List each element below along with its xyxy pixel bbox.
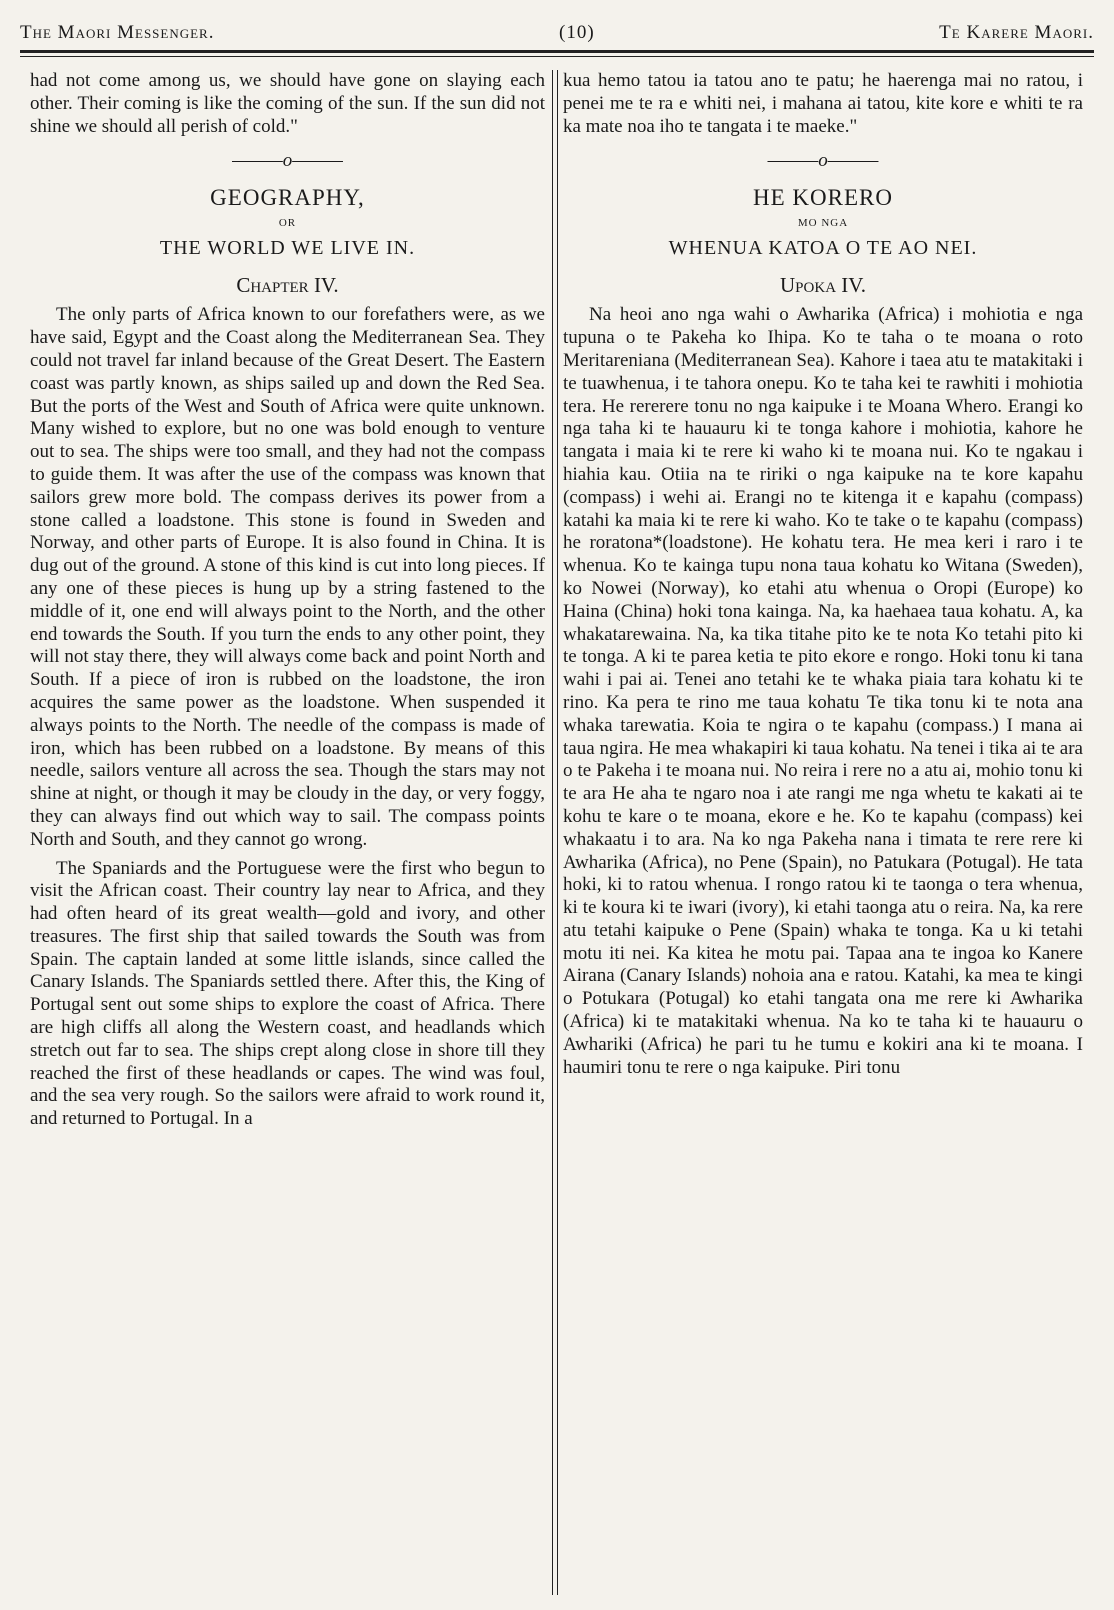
english-separator: ———o———	[232, 150, 343, 172]
maori-article-title: HE KORERO	[753, 185, 893, 211]
english-title-or: OR	[278, 216, 297, 229]
english-article-title: GEOGRAPHY,	[210, 185, 365, 211]
english-article-subtitle: THE WORLD WE LIVE IN.	[159, 236, 416, 259]
english-chapter-heading: Chapter IV.	[236, 272, 339, 297]
header-maori-title: Te Karere Maori.	[939, 22, 1094, 43]
maori-paragraph-1: Na heoi ano nga wahi o Awharika (Africa) i mohiotia e nga tupuna o te Pakeha ko Ihipa. Ko te taha o te moana o roto Meritareniana (Mediterranean Sea). Kahore i taea atu te matakitaki i te tuawhenua, i te tahora onepu. Ko te taha kei te rawhiti i mohiotia tera. He rererere tonu no nga kaipuke i te Moana Whero. Erangi ko nga taha ki te hauauru ki te tonga kahore i mohiotia, kahore he tangata i maia ki te rere ki waho ki te moana nui. Ko te ngakau i hiahia kau. Otiia na te ririki o nga kaipuke na te kore kapahu (compass) i wehi ai. Erangi no te kitenga it e kapahu (compass) katahi ka maia ki te rere ki waho. Ko te take o te kapahu (compass) he roratona*(loadstone). He kohatu tera. He mea keri i raro i te whenua. Ko te kainga tupu nona taua kohatu ko Witana (Sweden), ko Nowei (Norway), ko etahi atu whenua o Oropi (Europe) ko Haina (China) hoki tona kainga. Na, ka haehaea taua kohatu. A, ka whakatarewaina. Na, ka tika titahe pito ke te nota Ko tetahi pito ki te tonga. A ki te parea ketia te pito ekore e rongo. Hoki tonu ki tana wahi i pai ai. Tenei ano tetahi ke te whaka piaia tara kohatu ki te rino. Ka pera te rino me taua kohatu Te tika tonu ki te nota ana whaka tarewatia. Koia te ngira o te kapahu (compass.) I mana ai taua ngira. He mea whakapiri ki taua kohatu. Na tenei i tika ai te ara o te Pakeha i te moana nui. No reira i rere no a atu ai, mohio tonu ki te ara He aha te ngaro noa i ate rangi me nga whetu te kakati ai te kohu te kare o te moana, ekore e he. Ko te kapahu (compass) kei whakaatu i to ara. Na ko nga Pakeha nana i timata te rere rere ki Awharika (Africa), no Pene (Spain), no Patukara (Potugal). He tata hoki, ki to ratou whenua. I rongo ratou ki te taonga o tera whenua, ki te koura ki te iwari (ivory), ki etahi taonga atu o reira. Na, ka rere atu tetahi kaipuke o Pene (Spain) whaka te tonga. Ka u ki tetahi motu iti nei. Ka kitea he motu pai. Tapaa ana te ingoa ko Kanere Airana (Canary Islands) nohoia ana e ratou. Katahi, ka mea te kingi o Potukara (Potugal) ko etahi tangata ona me rere ki Awharika (Africa) ki te matakitaki whenua. Na ko te taha ki te hauauru o Awhariki (Africa) he pari tu he tumu e kokiri ana ki te moana. I haumiri tonu te rere o nga kaipuke. Piri tonu	[563, 304, 1083, 1078]
english-paragraph-1: The only parts of Africa known to our forefathers were, as we have said, Egypt and the Coast along the Mediterranean Sea. They could not travel far inland because of the Great Desert. The Eastern coast was partly known, as ships sailed up and down the Red Sea. But the ports of the West and South of Africa were quite unknown. Many wished to explore, but no one was bold enough to venture out to sea. The ships were too small, and they had not the compass to guide them. It was after the use of the compass was known that sailors grew more bold. The compass derives its power from a stone called a loadstone. This stone is found in Sweden and Norway, and other parts of Europe. It is also found in China. It is dug out of the ground. A stone of this kind is cut into long pieces. If any one of these pieces is hung up by a string fastened to the middle of it, one end will always point to the North, and the other end towards the South. If you turn the ends to any other point, they will not stay there, they will always come back and point North and South. If a piece of iron is rubbed on the loadstone, the iron acquires the same power as the loadstone. When suspended it always points to the North. The needle of the compass is made of iron, which has been rubbed on a loadstone. By means of this needle, sailors venture all across the sea. Though the stars may not shine at night, or though it may be cloudy in the day, or very foggy, they can always find out which way to sail. The compass points North and South, and they cannot go wrong.	[30, 304, 545, 850]
maori-chapter-heading: Upoka IV.	[780, 272, 866, 297]
page-number: (10)	[559, 22, 595, 43]
english-column	[30, 70, 545, 1595]
maori-opening-text: kua hemo tatou ia tatou ano te patu; he haerenga mai no ratou, i penei me te ra e whiti nei, i mahana ai tatou, kite kore e whiti te ra ka mate noa iho te tangata i te maeke."	[563, 70, 1083, 137]
column-divider	[552, 70, 558, 1595]
maori-column	[563, 70, 1083, 1595]
maori-article-subtitle: WHENUA KATOA O TE AO NEI.	[668, 236, 978, 259]
header-english-title: The Maori Messenger.	[20, 22, 215, 43]
header-rule-thin	[20, 56, 1094, 57]
page-header	[20, 18, 1094, 48]
english-paragraph-2: The Spaniards and the Portuguese were the first who begun to visit the African coast. Their country lay near to Africa, and they had often heard of its great wealth—gold and ivory, and other treasures. The first ship that sailed towards the South was from Spain. The captain landed at some little islands, since called the Canary Islands. The Spaniards settled there. After this, the King of Portugal sent out some ships to explore the coast of Africa. There are high cliffs all along the Western coast, and headlands which stretch out far to sea. The ships crept along close in shore till they reached the first of these headlands or capes. The wind was foul, and the sea very rough. So the sailors were afraid to work round it, and returned to Portugal. In a	[30, 857, 545, 1130]
header-rule-thick	[20, 50, 1094, 53]
maori-title-mo-nga: MO NGA	[797, 216, 849, 229]
maori-separator: ———o———	[767, 150, 879, 172]
english-opening-text: had not come among us, we should have gone on slaying each other. Their coming is like the coming of the sun. If the sun did not shine we should all perish of cold."	[30, 70, 545, 137]
